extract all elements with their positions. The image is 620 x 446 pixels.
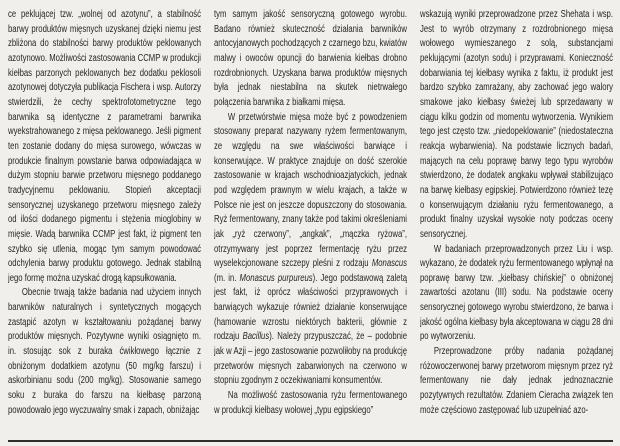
italic-text-run: Bacillus <box>242 331 270 343</box>
italic-text-run: Monascus <box>371 258 407 270</box>
text-run: W badaniach przeprowadzonych przez Liu i wsp. wykazano, że dodatek ryżu fermentowanego wpłynął na poprawę barwy tzw. „kiełbasy chińskiej” o obniżonej zawartości azotanu (III) sodu. Na podstawie oceny sensorycznej gotowego wyrobu stwierdzono, że barwa i jakość ogólna kiełbasy była akceptowana w ciągu 28 dni po wytworzeniu. <box>420 243 613 343</box>
text-run: Na możliwość zastosowania ryżu fermentowanego w produkcji kiełbasy wołowej „typu egipskiego” <box>214 390 407 416</box>
paragraph <box>8 8 201 286</box>
text-run: (m. in. <box>214 272 240 284</box>
paragraph <box>420 8 613 243</box>
text-run: ce peklującej tzw. „wolnej od azotynu”, a stabilność barwy produktów mięsnych uzyskanej dzięki niemu jest zbliżona do stabilności barwy produktów peklowanych azotynowo. Możliwości zastosowania CCMP w produkcji kiełbas parzonych peklowanych bez dodatku peklosoli azotynowej dotyczyła publikacja Fischera i wsp. Autorzy stwierdzili, że cechy spektrofotometryczne tego barwnika są identyczne z parametrami barwnika wyekstrahowanego z mięsa peklowanego. Jeśli pigment ten zostanie dodany do mięsa surowego, wówczas w produkcie finalnym powstanie barwa odpowiadająca w dużym stopniu barwie przetworu mięsnego poddanego tradycyjnemu peklowaniu. Stopień akceptacji sensorycznej uzyskanego przetworu mięsnego zależy od ilości dodanego pigmentu i stężenia mioglobiny w mięsie. Wadą barwnika CCMP jest fakt, iż pigment ten szybko się utlenia, mogąc tym samym powodować odchylenia barwy produktu gotowego. Jednak stabilną jego formę można uzyskać drogą kapsułkowania. <box>8 9 201 284</box>
paragraph <box>8 286 201 418</box>
text-run: Przeprowadzone próby nadania pożądanej różowoczerwonej barwy przetworom mięsnym przez ryż fermentowany nie dały jednak jednoznacznie pozytywnych rezultatów. Zdaniem Cieracha związek ten może częściowo zastępować lub uzupełniać azo- <box>420 346 613 416</box>
paragraph <box>420 243 613 346</box>
text-column-2-content <box>214 8 407 418</box>
text-column-2 <box>214 8 407 436</box>
text-column-3 <box>420 8 613 436</box>
text-columns <box>8 8 614 436</box>
text-run: tym samym jakość sensoryczną gotowego wyrobu. Badano również skuteczność działania barwników antocyjanowych pochodzących z czarnego bzu, kwiatów malwy i owoców opuncji do barwienia kiełbas drobno rozdrobnionych. Uzyskana barwa produktów mięsnych była jednak niestabilna na skutek nietrwałego połączenia barwnika z białkami mięsa. <box>214 9 407 108</box>
text-column-1-content <box>8 8 201 418</box>
text-run: ). Należy przypuszczać, że – podobnie jak w Azji – jego zastosowanie pozwoliłoby na produkcję przetworów mięsnych zabarwionych na czerwono w stopniu zgodnym z oczekiwaniami konsumentów. <box>214 331 407 387</box>
paragraph <box>214 389 407 418</box>
paragraph <box>214 111 407 389</box>
text-column-1 <box>8 8 201 436</box>
paragraph <box>214 8 407 111</box>
text-run: Obecnie trwają także badania nad użyciem innych barwników naturalnych i syntetycznych mogących zastąpić azotyn w kształtowaniu pożądanej barwy produktów mięsnych. Pozytywne wyniki osiągnięto m. in. stosując sok z buraka ćwikłowego łącznie z obniżonym dodatkiem azotynu (50 mg/kg farszu) i askorbinianu sodu (200 mg/kg). Stosowanie samego soku z buraka do farszu na kiełbasę parzoną powodowało jego wyczuwalny smak i zapach, obniżając <box>8 287 201 416</box>
text-run: ). Jego podstawową zaletą jest fakt, iż oprócz właściwości przyprawowych i barwiących wykazuje również działanie konserwujące (hamowanie wzrostu niektórych bakterii, głównie z rodzaju <box>214 272 407 343</box>
paragraph <box>420 345 613 418</box>
text-run: wskazują wyniki przeprowadzone przez Shehata i wsp. Jest to wyrób otrzymany z rozdrobnionego mięsa wołowego wymieszanego z solą, substancjami peklującymi (azotyn sodu) i przyprawami. Konieczność dobarwiania tej kiełbasy wynika z faktu, iż produkt jest bardzo szybko zamrażany, aby zachować jego walory smakowe jako kiełbasy świeżej lub sprzedawany w ciągu kilku godzin od momentu wytworzenia. Wynikiem tego jest często tzw. „niedopeklowanie” (niedostateczna reakcja wybarwienia). Na podstawie licznych badań, mających na celu poprawę barwy tego typu wyrobów stwierdzono, że dodatek angkaku wpływał stabilizująco na barwę kiełbasy egipskiej. Potwierdzono również tezę o konserwującym działaniu ryżu fermentowanego, a produkt finalny uzyskał wysokie noty podczas oceny sensorycznej. <box>420 9 613 240</box>
footer-divider <box>8 440 613 442</box>
text-run: W przetwórstwie mięsa może być z powodzeniem stosowany preparat nazywany ryżem fermentowanym, ze względu na swe właściwości barwiące i konserwujące. W praktyce znajduje on dość szerokie zastosowanie w krajach wschodnioazjatyckich, jednak pod względem prawnym w wielu krajach, a także w Polsce nie jest on jeszcze dopuszczony do stosowania. Ryż fermentowany, znany także pod takimi określeniami jak „ryż czerwony”, „angkak”, „mączka ryżowa”, otrzymywany jest poprzez fermentację ryżu przez wyselekcjonowane szczepy pleśni z rodzaju <box>214 111 407 270</box>
text-column-3-content <box>420 8 613 418</box>
italic-text-run: Monascus purpureus <box>239 272 313 284</box>
